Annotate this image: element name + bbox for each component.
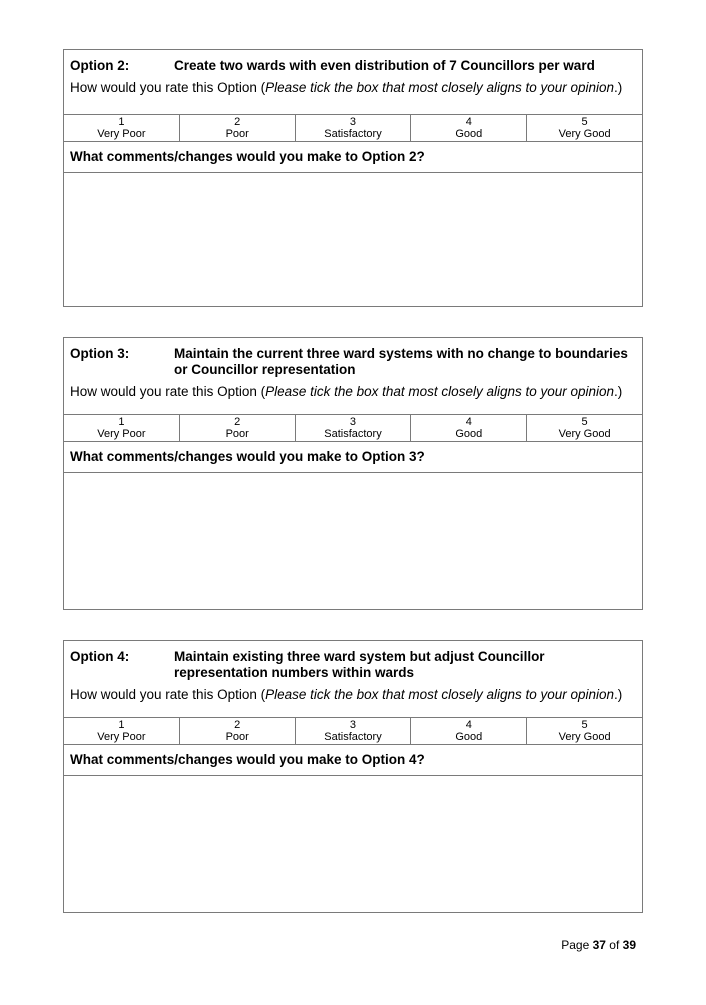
option-label: Option 4: — [70, 649, 130, 664]
option-label: Option 3: — [70, 346, 130, 361]
rating-row — [64, 717, 642, 745]
option-title: Maintain the current three ward systems with no change to boundaries or Councillor representation — [174, 346, 628, 377]
rating-cell-3[interactable]: 3 Satisfactory — [296, 718, 412, 744]
rating-cell-4[interactable]: 4 Good — [411, 115, 527, 141]
option-2-header — [64, 50, 642, 114]
rating-cell-1[interactable]: 1 Very Poor — [64, 115, 180, 141]
rating-cell-4[interactable]: 4 Good — [411, 415, 527, 441]
option-3-header — [64, 338, 642, 414]
rating-cell-5[interactable]: 5 Very Good — [558, 719, 611, 743]
option-4-header — [64, 641, 642, 717]
comments-question: What comments/changes would you make to Option 4? — [64, 745, 642, 776]
option-title: Maintain existing three ward system but adjust Councillor representation numbers within wards — [174, 649, 545, 680]
rating-row — [64, 114, 642, 142]
option-label: Option 2: — [70, 58, 130, 73]
option-2-block — [63, 49, 643, 307]
comments-box[interactable] — [64, 173, 642, 311]
rate-prompt: How would you rate this Option (Please tick the box that most closely aligns to your opinion.) — [70, 80, 623, 95]
rating-cell-5[interactable]: 5 Very Good — [558, 416, 611, 440]
comments-question: What comments/changes would you make to Option 3? — [64, 442, 642, 473]
option-title: Create two wards with even distribution of 7 Councillors per ward — [174, 58, 595, 73]
rating-cell-2[interactable]: 2 Poor — [180, 115, 296, 141]
option-3-block — [63, 337, 643, 610]
rating-cell-2[interactable]: 2 Poor — [180, 415, 296, 441]
comments-question: What comments/changes would you make to Option 2? — [64, 142, 642, 173]
comments-box[interactable] — [64, 473, 642, 611]
rating-cell-1[interactable]: 1 Very Poor — [64, 415, 180, 441]
rating-cell-4[interactable]: 4 Good — [411, 718, 527, 744]
rating-cell-3[interactable]: 3 Satisfactory — [296, 115, 412, 141]
rating-cell-1[interactable]: 1 Very Poor — [64, 718, 180, 744]
rating-cell-2[interactable]: 2 Poor — [180, 718, 296, 744]
rating-row — [64, 414, 642, 442]
option-4-block — [63, 640, 643, 913]
rating-cell-3[interactable]: 3 Satisfactory — [296, 415, 412, 441]
rate-prompt: How would you rate this Option (Please tick the box that most closely aligns to your opinion.) — [70, 687, 623, 702]
comments-box[interactable] — [64, 776, 642, 914]
rate-prompt: How would you rate this Option (Please tick the box that most closely aligns to your opinion.) — [70, 384, 623, 399]
rating-cell-5[interactable]: 5 Very Good — [558, 116, 611, 140]
page-number: Page 37 of 39 — [561, 938, 636, 952]
